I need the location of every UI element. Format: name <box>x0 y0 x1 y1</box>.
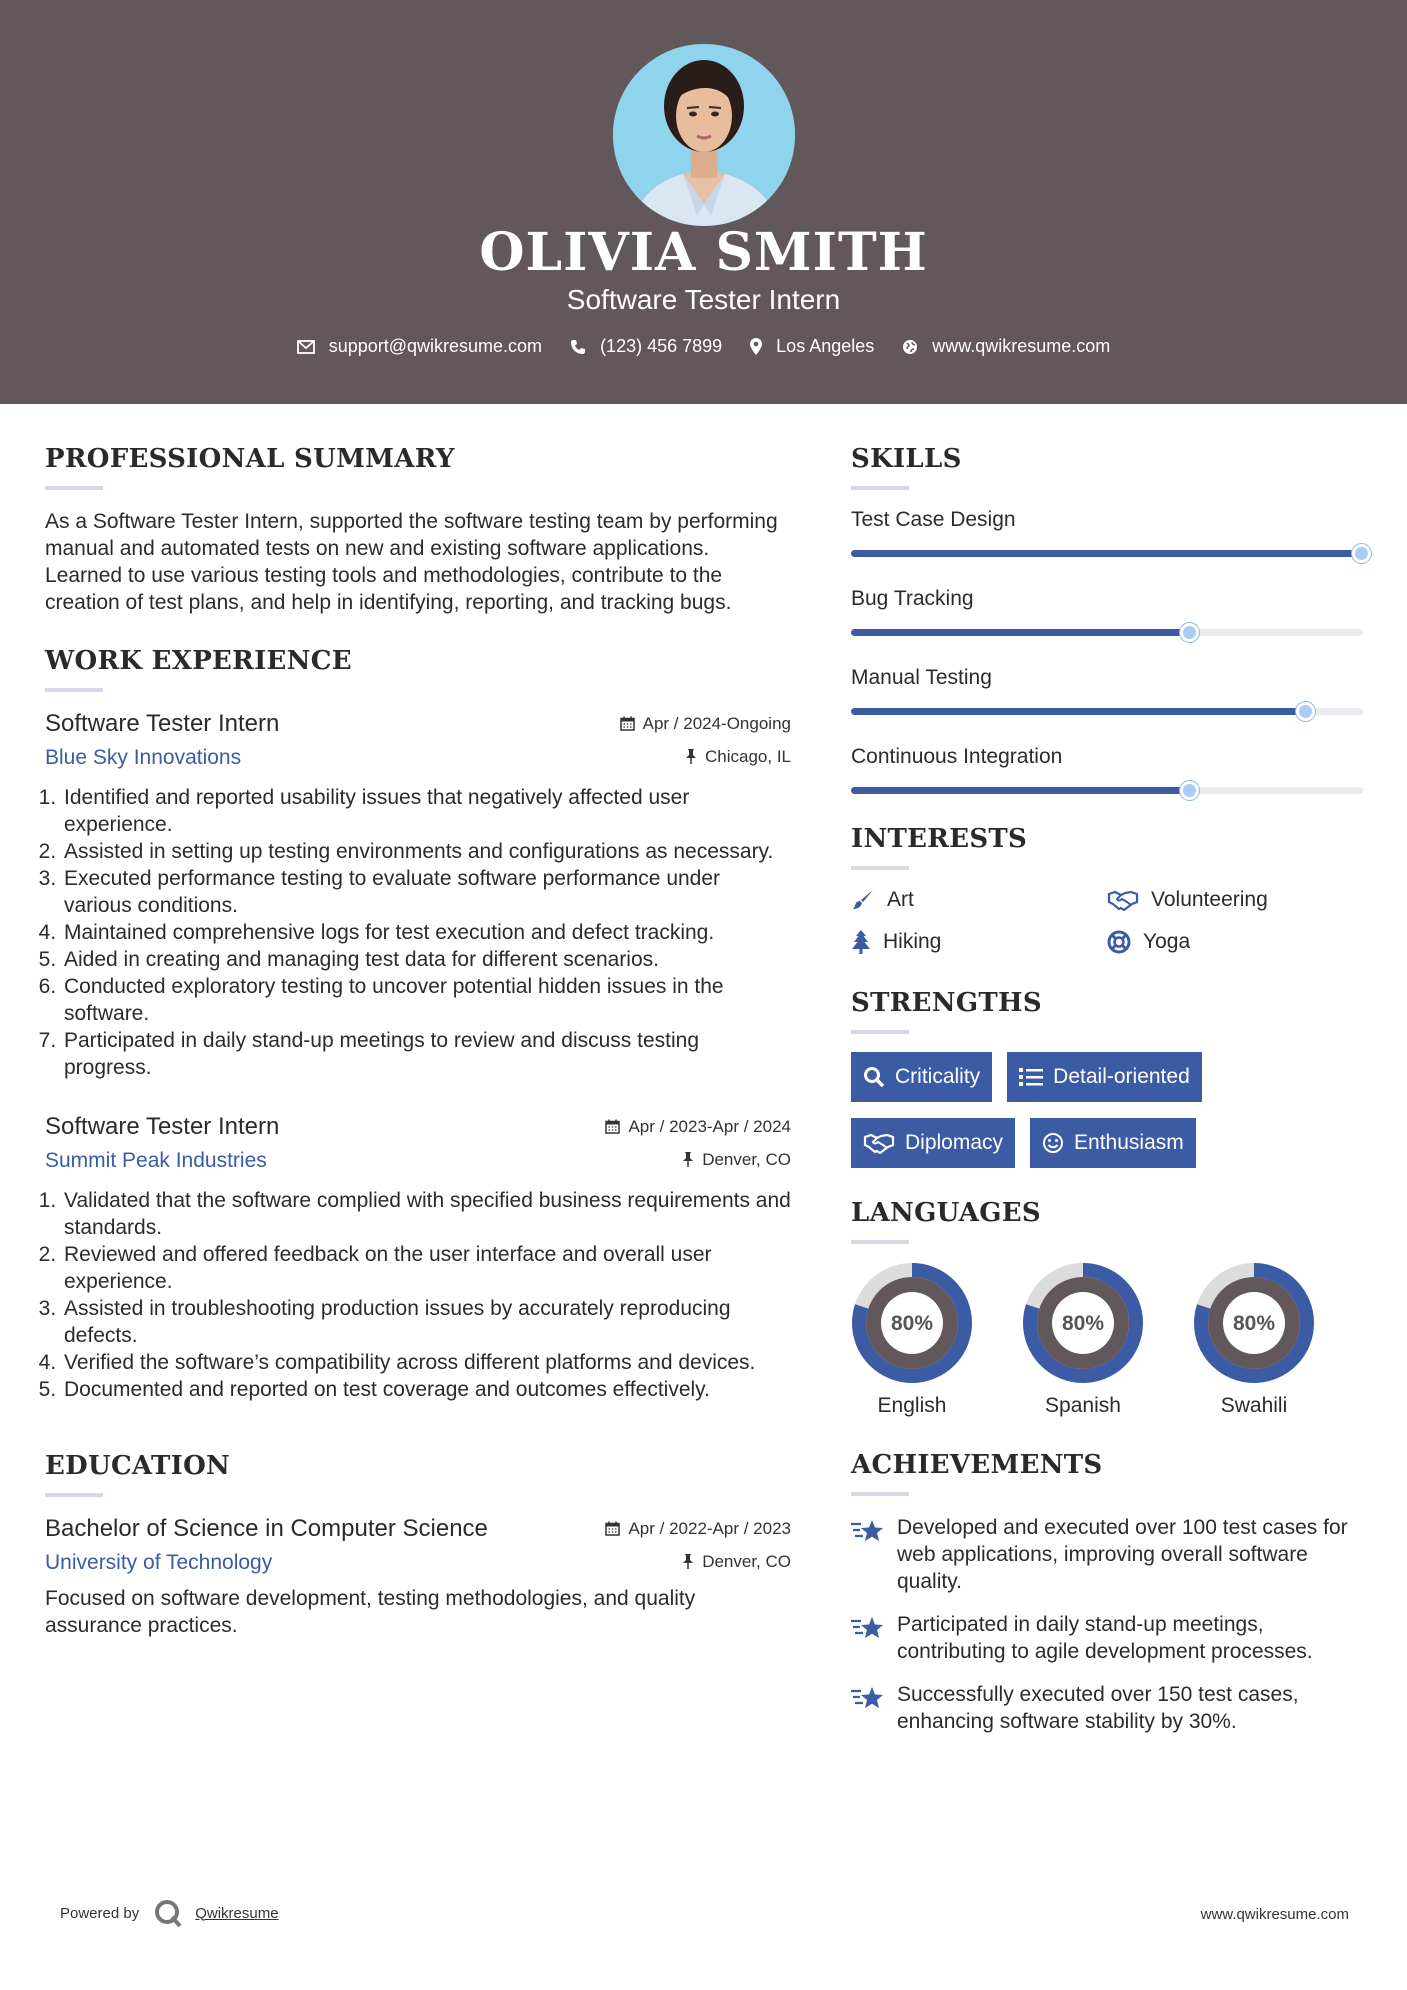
strength-label: Criticality <box>895 1065 981 1088</box>
calendar-icon <box>620 716 635 731</box>
languages-section <box>851 1198 1364 1418</box>
job-dates-text: Apr / 2024-Ongoing <box>642 713 791 733</box>
strength-label: Enthusiasm <box>1074 1131 1184 1154</box>
skill-bar <box>851 629 1363 636</box>
language-name: English <box>877 1394 947 1417</box>
job-bullet: 4. Maintained comprehensive logs for test execution and defect tracking. <box>62 919 791 946</box>
footer-powered-by <box>60 1898 279 1928</box>
powered-by-text: Powered by <box>60 1904 140 1922</box>
paintbrush-icon <box>851 888 875 912</box>
achievements-list <box>851 1514 1364 1735</box>
pushpin-icon <box>685 749 697 764</box>
job-bullet: 1. Validated that the software complied with specified business requirements and standards. <box>62 1187 791 1241</box>
calendar-icon <box>605 1119 620 1134</box>
phone-text: (123) 456 7899 <box>600 336 723 356</box>
smile-icon <box>1042 1132 1064 1154</box>
interest-label: Art <box>887 888 914 911</box>
strength-chip <box>1007 1052 1202 1102</box>
skill-bar-fill <box>851 787 1191 794</box>
education-description: Focused on software development, testing methodologies, and quality assurance practices. <box>45 1587 696 1637</box>
section-title-interests: INTERESTS <box>851 824 1028 854</box>
section-title-achievements: ACHIEVEMENTS <box>851 1450 1103 1480</box>
summary-text: As a Software Tester Intern, supported the software testing team by performing manual and automated tests on new and existing software applications. Learned to use various testing tools and methodologies, contribute to the creation of test plans, and help in identifying, reporting, and tracking bugs. <box>45 510 778 614</box>
skill-bar-knob <box>1296 702 1315 721</box>
language-item <box>1193 1262 1364 1418</box>
skill-bar-fill <box>851 550 1363 557</box>
skills-section <box>851 444 1364 794</box>
strength-label: Diplomacy <box>905 1131 1004 1154</box>
skill-item <box>851 666 1364 715</box>
job-dates-text: Apr / 2023-Apr / 2024 <box>628 1116 791 1136</box>
language-item <box>1022 1262 1193 1418</box>
qwikresume-link[interactable]: Qwikresume <box>195 1904 279 1922</box>
skill-bar <box>851 708 1363 715</box>
summary-section <box>45 444 791 616</box>
company-name: Blue Sky Innovations <box>45 746 242 769</box>
job-bullet: 5. Documented and reported on test coverage and outcomes effectively. <box>62 1376 791 1403</box>
job-location-text: Denver, CO <box>702 1149 791 1169</box>
strength-chip <box>851 1052 992 1102</box>
skill-item <box>851 745 1364 794</box>
skill-bar-knob <box>1180 781 1199 800</box>
section-title-experience: WORK EXPERIENCE <box>45 646 352 676</box>
skill-label: Manual Testing <box>851 666 992 689</box>
job-entry <box>45 710 791 1081</box>
section-divider <box>45 1493 103 1497</box>
skills-list <box>851 508 1364 794</box>
section-title-summary: PROFESSIONAL SUMMARY <box>45 444 455 474</box>
contact-email[interactable] <box>297 336 542 357</box>
section-divider <box>45 486 103 490</box>
skill-bar <box>851 550 1363 557</box>
job-bullet: 7. Participated in daily stand-up meetings to review and discuss testing progress. <box>62 1027 791 1081</box>
job-location <box>682 1150 791 1170</box>
skill-label: Bug Tracking <box>851 587 974 610</box>
location-text: Los Angeles <box>776 336 875 356</box>
section-title-education: EDUCATION <box>45 1451 231 1481</box>
language-name: Swahili <box>1220 1394 1288 1417</box>
strengths-list <box>851 1052 1271 1168</box>
contact-bar <box>0 336 1407 357</box>
language-item <box>851 1262 1022 1418</box>
language-percent: 80% <box>1232 1312 1276 1335</box>
map-pin-icon <box>750 338 762 355</box>
language-percent: 80% <box>890 1312 934 1335</box>
interest-label: Hiking <box>883 930 942 953</box>
contact-website[interactable] <box>902 336 1110 357</box>
calendar-icon <box>605 1521 620 1536</box>
degree-title: Bachelor of Science in Computer Science <box>45 1515 488 1542</box>
language-ring <box>1193 1262 1315 1384</box>
strengths-section <box>851 988 1364 1168</box>
skill-label: Test Case Design <box>851 508 1016 531</box>
section-divider <box>851 1030 909 1034</box>
language-name: Spanish <box>1045 1394 1121 1417</box>
strength-chip <box>851 1118 1015 1168</box>
envelope-icon <box>297 340 315 354</box>
left-column <box>45 444 791 1639</box>
strength-chip <box>1030 1118 1196 1168</box>
education-section <box>45 1451 791 1639</box>
job-bullet: 6. Conducted exploratory testing to uncover potential hidden issues in the software. <box>62 973 791 1027</box>
contact-location <box>750 336 874 357</box>
achievement-text: Developed and executed over 100 test cases for web applications, improving overall software quality. <box>897 1516 1348 1593</box>
job-bullets <box>45 1187 791 1403</box>
section-title-languages: LANGUAGES <box>851 1198 1041 1228</box>
achievement-text: Participated in daily stand-up meetings, contributing to agile development processes. <box>897 1613 1313 1663</box>
job-title: Software Tester Intern <box>45 1113 280 1140</box>
job-bullet: 5. Aided in creating and managing test data for different scenarios. <box>62 946 791 973</box>
section-title-skills: SKILLS <box>851 444 962 474</box>
skill-bar-knob <box>1352 544 1371 563</box>
education-dates-text: Apr / 2022-Apr / 2023 <box>628 1518 791 1538</box>
pushpin-icon <box>682 1152 694 1167</box>
lifering-icon <box>1107 930 1131 954</box>
experience-section <box>45 646 791 1403</box>
job-bullets <box>45 784 791 1081</box>
section-divider <box>851 1492 909 1496</box>
shooting-star-icon <box>851 1685 885 1711</box>
list-icon <box>1019 1067 1043 1087</box>
language-ring <box>851 1262 973 1384</box>
interests-list <box>851 888 1364 954</box>
interest-item <box>851 888 1107 912</box>
contact-phone[interactable] <box>570 336 722 357</box>
language-ring <box>1022 1262 1144 1384</box>
education-location-text: Denver, CO <box>702 1551 791 1571</box>
job-dates <box>620 714 791 734</box>
portrait-photo <box>613 44 795 226</box>
section-divider <box>851 1240 909 1244</box>
section-divider <box>851 486 909 490</box>
achievement-text: Successfully executed over 150 test cases, enhancing software stability by 30%. <box>897 1683 1299 1733</box>
achievement-item <box>851 1681 1364 1735</box>
interest-label: Yoga <box>1143 930 1191 953</box>
skill-item <box>851 587 1364 636</box>
avatar <box>613 44 795 226</box>
languages-list <box>851 1262 1364 1418</box>
job-bullet: 3. Executed performance testing to evaluate software performance under various conditions. <box>62 865 791 919</box>
job-location-text: Chicago, IL <box>705 746 791 766</box>
tree-icon <box>851 930 871 954</box>
handshake-icon <box>1107 889 1139 911</box>
handshake-icon <box>863 1132 895 1154</box>
job-bullet: 4. Verified the software’s compatibility across different platforms and devices. <box>62 1349 791 1376</box>
job-title: Software Tester Intern <box>45 710 280 737</box>
phone-icon <box>570 339 586 355</box>
interests-section <box>851 824 1364 954</box>
company-name: Summit Peak Industries <box>45 1149 267 1172</box>
achievement-item <box>851 1611 1364 1665</box>
section-title-strengths: STRENGTHS <box>851 988 1042 1018</box>
job-entry <box>45 1113 791 1403</box>
search-icon <box>863 1066 885 1088</box>
job-bullet: 2. Reviewed and offered feedback on the user interface and overall user experience. <box>62 1241 791 1295</box>
skill-bar-fill <box>851 629 1191 636</box>
interest-item <box>1107 930 1363 954</box>
skill-bar-fill <box>851 708 1307 715</box>
education-dates <box>605 1519 791 1539</box>
achievement-item <box>851 1514 1364 1595</box>
right-column <box>851 444 1364 1751</box>
website-text: www.qwikresume.com <box>932 336 1111 356</box>
skill-bar-knob <box>1180 623 1199 642</box>
interest-label: Volunteering <box>1151 888 1268 911</box>
school-name: University of Technology <box>45 1551 273 1574</box>
email-text: support@qwikresume.com <box>328 336 543 356</box>
shooting-star-icon <box>851 1615 885 1641</box>
achievements-section <box>851 1450 1364 1735</box>
education-entry <box>45 1515 791 1639</box>
candidate-title: Software Tester Intern <box>566 284 841 315</box>
skill-item <box>851 508 1364 557</box>
job-dates <box>605 1117 791 1137</box>
strength-label: Detail-oriented <box>1053 1065 1190 1088</box>
skill-bar <box>851 787 1363 794</box>
section-divider <box>45 688 103 692</box>
job-location <box>685 747 791 767</box>
skill-label: Continuous Integration <box>851 745 1063 768</box>
interest-item <box>1107 888 1363 912</box>
job-bullet: 1. Identified and reported usability issues that negatively affected user experience. <box>62 784 791 838</box>
education-location <box>682 1552 791 1572</box>
qwikresume-logo-icon <box>153 1898 183 1928</box>
job-bullet: 2. Assisted in setting up testing environments and configurations as necessary. <box>62 838 791 865</box>
shooting-star-icon <box>851 1518 885 1544</box>
section-divider <box>851 866 909 870</box>
pushpin-icon <box>682 1554 694 1569</box>
interest-item <box>851 930 1107 954</box>
language-percent: 80% <box>1061 1312 1105 1335</box>
resume-header <box>0 0 1407 404</box>
footer-website[interactable]: www.qwikresume.com <box>1200 1906 1349 1923</box>
job-bullet: 3. Assisted in troubleshooting production issues by accurately reproducing defects. <box>62 1295 791 1349</box>
globe-icon <box>902 339 918 355</box>
candidate-name: OLIVIA SMITH <box>479 222 928 283</box>
